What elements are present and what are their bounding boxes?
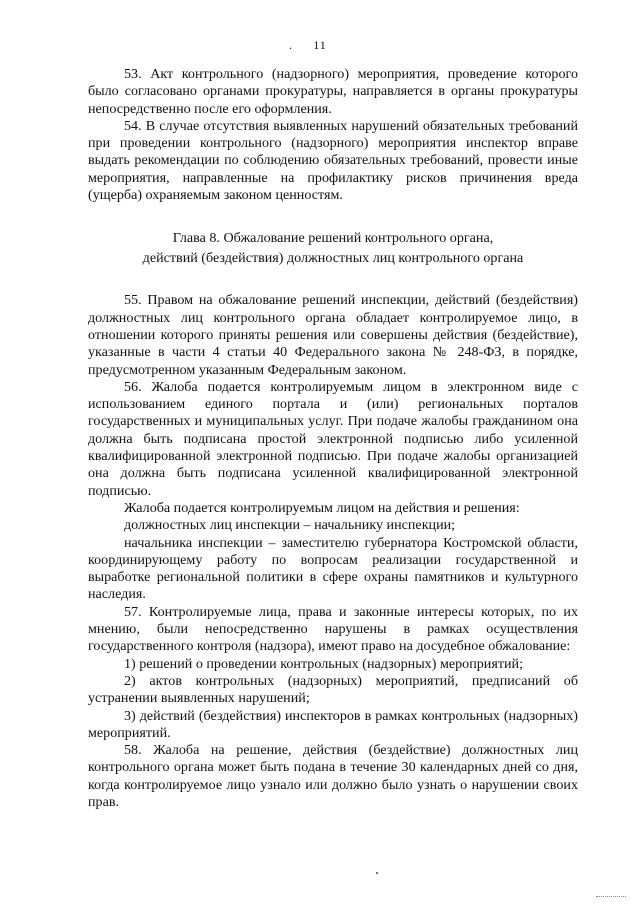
scan-dotted-mark <box>596 896 626 899</box>
paragraph-55: 55. Правом на обжалование решений инспекции, действий (бездействия) должностных лиц контрольного органа обладает контролируемое лицо, в отношении которого приняты решения или совершены действия (бездействие), указанные в части 4 статьи 40 Федерального закона № 248-ФЗ, в порядке, предусмотренном указанным Федеральным законом. <box>88 292 578 378</box>
scan-speck <box>376 872 378 874</box>
paragraph-54: 54. В случае отсутствия выявленных нарушений обязательных требований при проведении контрольного (надзорного) мероприятия инспектор вправе выдать рекомендации по соблюдению обязательных требований, провести иные мероприятия, направленные на профилактику рисков причинения вреда (ущерба) охраняемым законом ценностям. <box>88 117 578 204</box>
document-body <box>88 66 578 811</box>
paragraph-56-item-2: начальника инспекции – заместителю губернатора Костромской области, координирующему работу по вопросам реализации государственной и выработке региональной политики в сфере охраны памятников и культурного наследия. <box>88 534 578 603</box>
paragraph-57-item-3: 3) действий (бездействия) инспекторов в рамках контрольных (надзорных) мероприятий. <box>88 707 578 741</box>
chapter-heading <box>88 228 578 268</box>
paragraph-57-item-1: 1) решений о проведении контрольных (надзорных) мероприятий; <box>124 655 523 672</box>
paragraph-57-item-2: 2) актов контрольных (надзорных) мероприятий, предписаний об устранении выявленных нарушений; <box>88 672 578 707</box>
paragraph-53: 53. Акт контрольного (надзорного) мероприятия, проведение которого было согласовано органами прокуратуры, направляется в органы прокуратуры непосредственно после его оформления. <box>88 66 578 117</box>
chapter-heading-line-2: действий (бездействия) должностных лиц контрольного органа <box>142 250 524 267</box>
page-dot-mark: . <box>289 38 292 52</box>
paragraph-58: 58. Жалоба на решение, действия (бездействие) должностных лиц контрольного органа может быть подана в течение 30 календарных дней со дня, когда контролируемое лицо узнало или должно было узнать о нарушении своих прав. <box>88 742 578 810</box>
chapter-heading-line-1: Глава 8. Обжалование решений контрольного органа, <box>172 230 494 247</box>
page-number: 11 <box>313 38 327 52</box>
paragraph-56: 56. Жалоба подается контролируемым лицом в электронном виде с использованием единого портала и (или) региональных порталов государственных и муниципальных услуг. При подаче жалобы гражданином она должна быть подписана простой электронной подписью либо усиленной квалифицированной электронной подписью. При подаче жалобы организацией она должна быть подписана усиленной квалифицированной электронной подписью. <box>88 378 578 499</box>
paragraph-56-item-1: должностных лиц инспекции – начальнику инспекции; <box>124 517 456 534</box>
paragraph-56-intro: Жалоба подается контролируемым лицом на действия и решения: <box>124 499 520 516</box>
paragraph-57: 57. Контролируемые лица, права и законные интересы которых, по их мнению, были непосредственно нарушены в рамках осуществления государственного контроля (надзора), имеют право на досудебное обжалование: <box>88 603 578 655</box>
